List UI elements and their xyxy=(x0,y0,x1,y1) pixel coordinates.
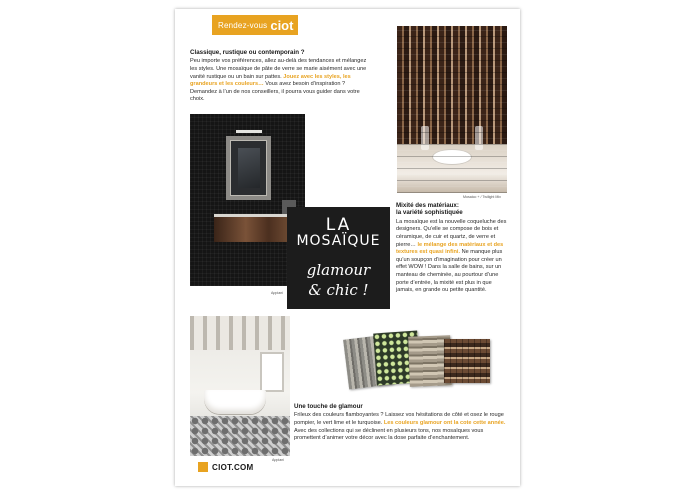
materials-heading-line1: Mixité des matériaux: xyxy=(396,202,459,209)
materials-highlight: le mélange des matériaux et des textures est quasi infini. xyxy=(396,241,504,256)
intro-text-start: Peu importe vos préférences, allez au-delà des tendances et mélangez les styles. Une mosaïque de pâte de verre se marie aisément avec une vanité rustique ou un bain sur pattes. xyxy=(190,58,367,80)
window xyxy=(260,352,284,392)
glamour-highlight: Les couleurs glamour ont la cote cette année. xyxy=(383,420,506,426)
materials-block xyxy=(396,202,508,295)
title-line-mosaique: MOSAÏQUE xyxy=(296,233,381,249)
brown-mosaic-photo xyxy=(397,26,507,193)
tub-photo-credit: Appiani xyxy=(272,458,284,462)
intro-block xyxy=(190,49,368,104)
bath-photo-credit: Appiani xyxy=(271,291,283,295)
glamour-heading: Une touche de glamour xyxy=(294,403,363,410)
tile-sample-brown xyxy=(444,339,490,383)
mirror xyxy=(226,136,271,200)
glamour-text xyxy=(294,412,508,442)
plate xyxy=(433,150,471,164)
title-line-glamour: glamour xyxy=(306,261,371,279)
intro-text xyxy=(190,58,368,104)
footer-square-icon xyxy=(198,462,208,472)
mosaic-photo-credit: Mosaico + / Twilight Mix xyxy=(463,195,501,199)
title-line-la: LA xyxy=(325,215,352,235)
glamour-block xyxy=(294,403,508,443)
wine-glass xyxy=(475,126,483,150)
glamour-text-end: Avec des collections qui se déclinent en plusieurs tons, nos mosaïques vous promettent d’animer votre décor avec la dose parfaite d’enchantement. xyxy=(294,427,484,442)
bathtub-photo xyxy=(190,316,290,456)
materials-text-end: Ne manque plus qu’un soupçon d’imagination pour créer un effet WOW ! Dans la salle de bains, sur un manteau de cheminée, au pourtour d’une porte d’entrée, la mixité est plus in que jamais, en grande ou petite quantité. xyxy=(396,249,503,294)
title-card xyxy=(287,207,390,309)
glamour-text-start: Frileux des couleurs flamboyantes ? Laissez vos hésitations de côté et osez le rouge pompier, le vert lime et le turquoise. xyxy=(294,412,504,426)
patterned-floor xyxy=(190,416,290,456)
footer-url-link[interactable]: CIOT.COM xyxy=(212,463,254,472)
intro-text-end: Vous avez besoin d’inspiration ? Demandez à l’un de nos conseillers, il pourra vous guider dans votre choix. xyxy=(190,81,360,103)
header-badge xyxy=(212,15,298,35)
materials-heading-line2: la variété sophistiquée xyxy=(396,209,463,217)
header-brand-logo: ciot xyxy=(270,17,294,33)
materials-text xyxy=(396,219,508,295)
intro-heading: Classique, rustique ou contemporain ? xyxy=(190,49,305,56)
table xyxy=(397,144,507,193)
materials-heading xyxy=(396,202,508,217)
ceiling-beams xyxy=(190,316,290,350)
materials-text-start: La mosaïque est la nouvelle coqueluche des designers. Qu’elle se compose de bois et céramique, de cuir et quartz, de verre et pierre… xyxy=(396,218,507,248)
title-line-chic: & chic ! xyxy=(308,281,369,299)
header-prefix: Rendez-vous xyxy=(218,20,268,30)
mirror-lamp xyxy=(236,130,262,133)
clawfoot-tub xyxy=(204,390,266,414)
wine-glass xyxy=(421,126,429,150)
intro-highlight: Jouez avec les styles, les grandeurs et les couleurs… xyxy=(190,73,351,88)
